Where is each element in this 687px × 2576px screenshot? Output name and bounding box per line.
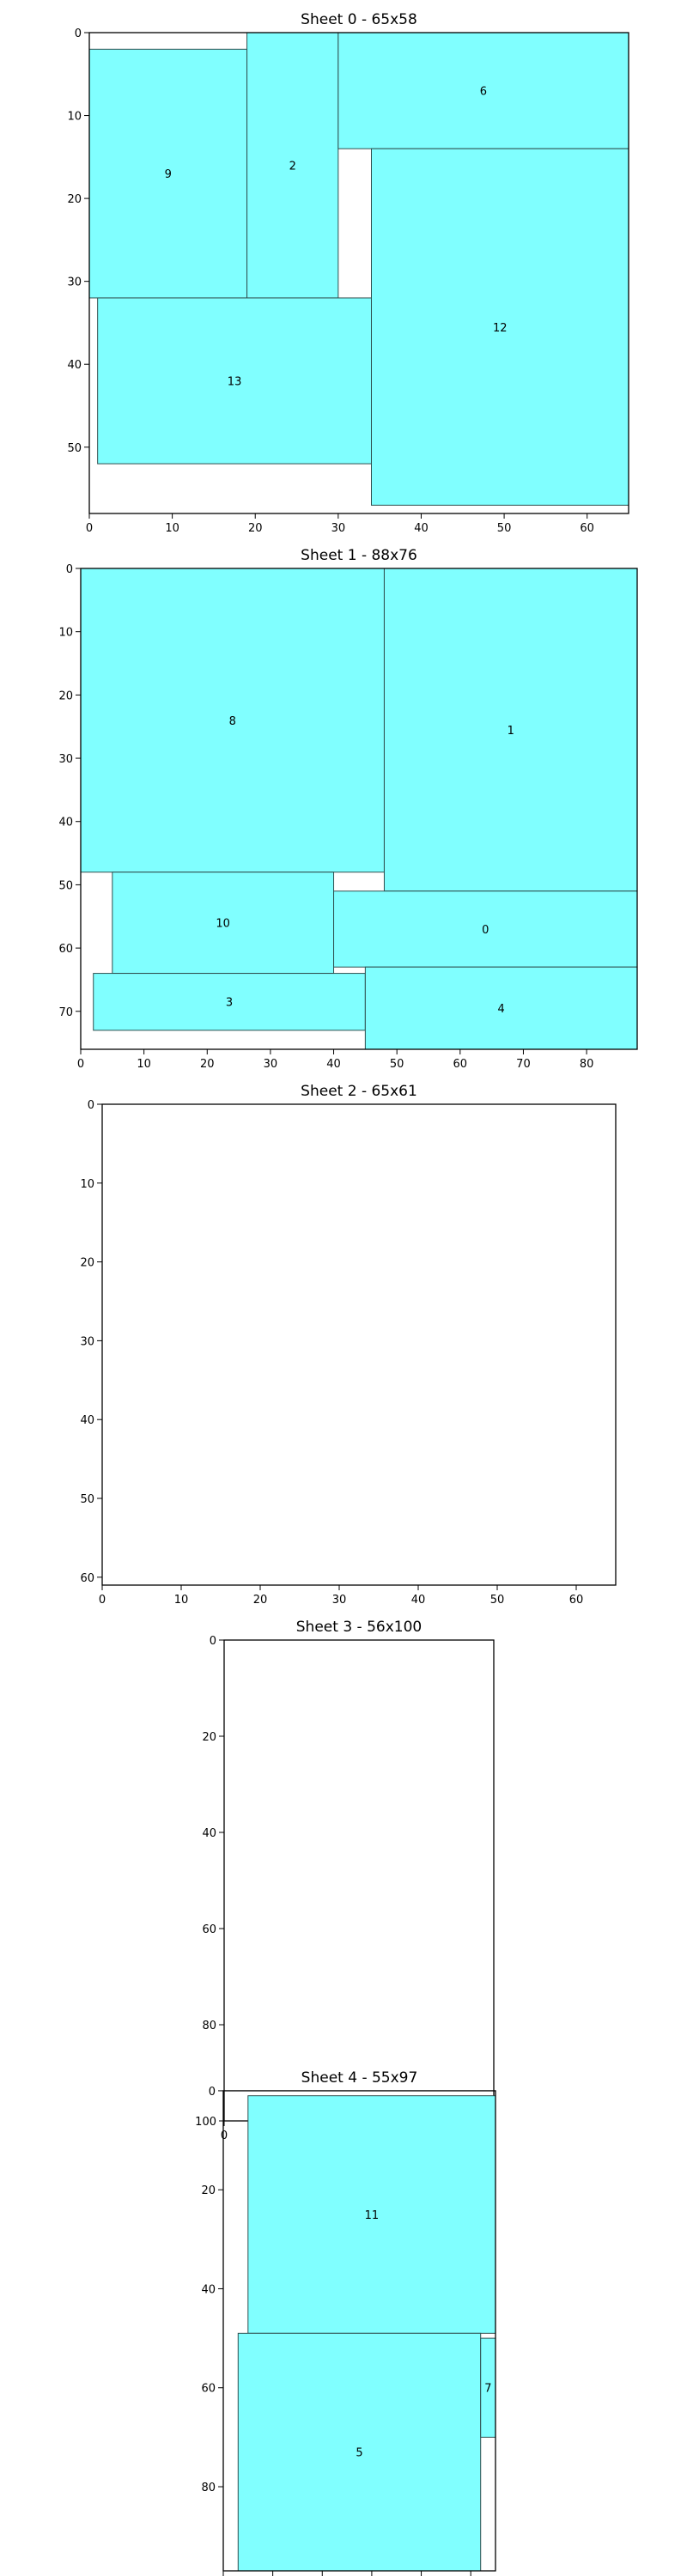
y-tick-label: 0 (65, 563, 73, 576)
y-tick-label: 10 (80, 1177, 94, 1191)
x-tick-label: 70 (516, 1058, 531, 1071)
rect-label: 8 (228, 714, 236, 728)
y-tick-label: 20 (202, 1731, 216, 1744)
y-tick-label: 20 (201, 2184, 216, 2198)
rect-label: 11 (364, 2209, 380, 2223)
x-tick-label: 30 (331, 1594, 347, 1607)
y-tick-label: 40 (202, 1827, 216, 1840)
sheet-title: Sheet 2 - 65x61 (301, 1083, 417, 1100)
x-tick-label: 0 (85, 522, 94, 535)
y-tick-label: 20 (58, 690, 73, 703)
y-tick-label: 40 (67, 359, 82, 373)
y-tick-label: 20 (80, 1256, 94, 1270)
rect-label: 4 (497, 1003, 505, 1017)
x-tick-label: 30 (263, 1058, 278, 1071)
x-tick-label: 60 (453, 1058, 468, 1071)
y-tick-label: 0 (74, 27, 82, 40)
y-tick-label: 40 (201, 2283, 216, 2297)
sheet-frame (224, 1640, 494, 2121)
y-tick-label: 20 (67, 193, 82, 207)
y-tick-label: 40 (58, 816, 73, 829)
sheet-title: Sheet 4 - 55x97 (301, 2069, 418, 2087)
y-tick-label: 40 (80, 1414, 94, 1428)
y-tick-label: 60 (201, 2382, 216, 2396)
sheet-title: Sheet 1 - 88x76 (301, 547, 417, 564)
y-tick-label: 0 (209, 1635, 216, 1648)
y-tick-label: 60 (58, 943, 73, 957)
y-tick-label: 0 (87, 1099, 94, 1112)
sheet-title: Sheet 0 - 65x58 (301, 11, 417, 28)
y-tick-label: 80 (201, 2482, 216, 2495)
x-tick-label: 10 (173, 1594, 189, 1607)
y-tick-label: 50 (67, 441, 82, 455)
y-tick-label: 30 (67, 276, 82, 289)
x-tick-label: 50 (389, 1058, 404, 1071)
x-tick-label: 30 (331, 522, 346, 535)
rect-label: 12 (492, 321, 508, 335)
x-tick-label: 50 (489, 1594, 505, 1607)
y-tick-label: 60 (80, 1571, 94, 1585)
y-tick-label: 80 (202, 2020, 216, 2032)
x-tick-label: 40 (326, 1058, 341, 1071)
x-tick-label: 40 (410, 1594, 426, 1607)
rect-label: 3 (225, 996, 234, 1010)
y-tick-label: 0 (208, 2085, 216, 2099)
rect-label: 9 (164, 168, 172, 182)
x-tick-label: 10 (137, 1058, 151, 1071)
x-tick-label: 80 (579, 1058, 594, 1071)
y-tick-label: 10 (67, 110, 82, 124)
sheet-frame (102, 1104, 616, 1585)
x-tick-label: 60 (580, 522, 594, 535)
x-tick-label: 0 (98, 1594, 106, 1607)
rect-label: 7 (484, 2382, 492, 2396)
rect-label: 0 (482, 924, 489, 937)
y-tick-label: 70 (58, 1005, 73, 1019)
x-tick-label: 40 (414, 522, 429, 535)
rect-label: 6 (479, 85, 488, 99)
rect-label: 5 (356, 2446, 363, 2460)
x-tick-label: 0 (76, 1058, 85, 1071)
rect-label: 2 (289, 160, 296, 173)
y-tick-label: 50 (58, 879, 73, 893)
rect-label: 10 (216, 917, 230, 931)
y-tick-label: 30 (80, 1335, 94, 1349)
y-tick-label: 10 (58, 626, 73, 640)
y-tick-label: 100 (195, 2116, 216, 2129)
x-tick-label: 60 (568, 1594, 584, 1607)
y-tick-label: 50 (80, 1493, 94, 1507)
y-tick-label: 30 (58, 753, 73, 767)
x-tick-label: 20 (252, 1594, 268, 1607)
x-tick-label: 20 (199, 1058, 215, 1071)
rect-label: 13 (227, 375, 242, 389)
y-tick-label: 60 (202, 1923, 216, 1936)
x-tick-label: 20 (247, 522, 263, 535)
x-tick-label: 50 (496, 522, 512, 535)
x-tick-label: 0 (220, 2129, 228, 2142)
x-tick-label: 10 (165, 522, 179, 535)
sheet-title: Sheet 3 - 56x100 (295, 1619, 423, 1636)
rect-label: 1 (507, 724, 514, 738)
